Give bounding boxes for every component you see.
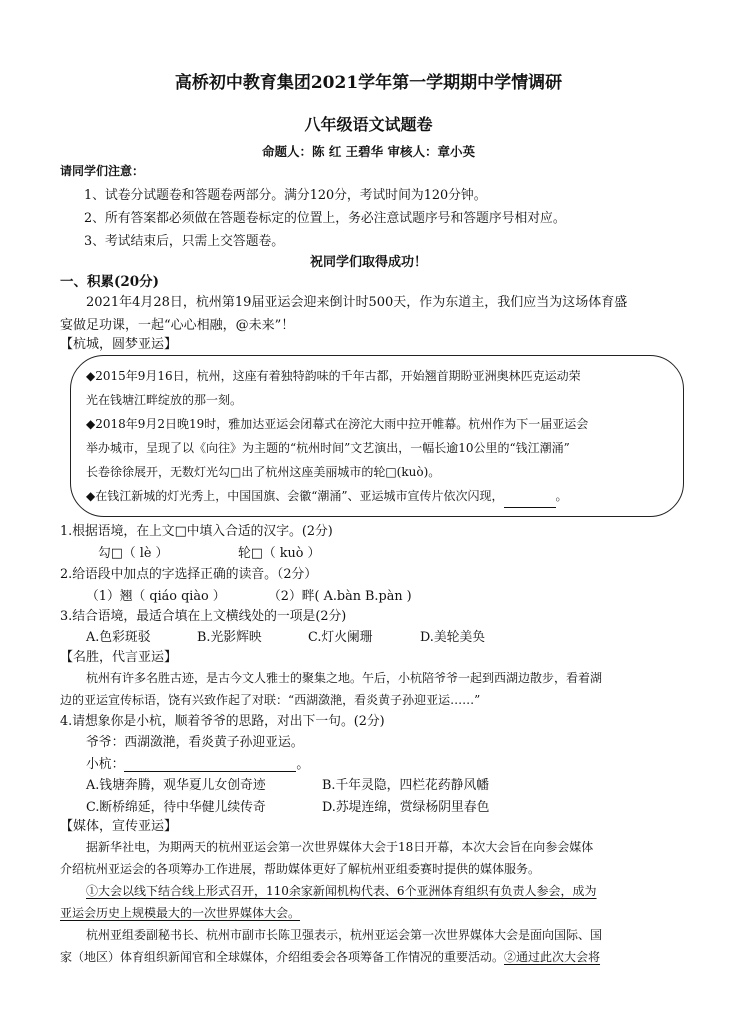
part-title: 【媒体，宣传亚运】 bbox=[60, 819, 178, 834]
part-title: 【杭城，圆梦亚运】 bbox=[60, 337, 178, 352]
part2-line: 边的亚运宣传标语，饶有兴致作起了对联：“西湖潋滟，看炎黄子孙迎亚运……” bbox=[60, 693, 481, 707]
box-line: 长卷徐徐展开，无数灯光勾□出了杭州这座美丽城市的轮□(kuò)。 bbox=[86, 465, 441, 479]
q3-option: B.光影辉映 bbox=[197, 630, 262, 645]
authors-line: 命题人：陈 红 王碧华 审核人：章小英 bbox=[261, 144, 476, 159]
q2-item-a: （1）翘（ qiáo qiào ） bbox=[86, 589, 226, 604]
question-2: 2.给语段中加点的字选择正确的读音。（2分） bbox=[60, 567, 318, 582]
q4-option: B.千年灵隐，四栏花药静风幡 bbox=[322, 778, 490, 793]
part3-underlined-line: 亚运会历史上规模最大的一次世界媒体大会。 bbox=[60, 906, 301, 920]
part3-underlined-fragment: ②通过此次大会将 bbox=[504, 950, 601, 964]
answer-blank bbox=[124, 757, 296, 772]
q3-option: C.灯火阑珊 bbox=[308, 630, 373, 645]
section-heading: 一、积累(20分) bbox=[60, 274, 160, 290]
box-line: 光在钱塘江畔绽放的那一刻。 bbox=[86, 393, 243, 407]
question-3: 3.结合语境，最适合填在上文横线处的一项是(2分) bbox=[60, 609, 347, 624]
q3-option: A.色彩斑驳 bbox=[86, 630, 151, 645]
notice-heading: 请同学们注意： bbox=[60, 164, 145, 178]
notice-item: 2、所有答案都必须做在答题卷标定的位置上，务必注意试题序号和答题序号相对应。 bbox=[84, 211, 566, 226]
box-line: 举办城市，呈现了以《向往》为主题的“杭州时间”文艺演出，一幅长逾10公里的“钱江潮涌” bbox=[86, 441, 570, 455]
question-1: 1.根据语境，在上文□中填入合适的汉字。(2分) bbox=[60, 524, 333, 539]
notice-list bbox=[84, 184, 566, 253]
q4-grandpa: 爷爷：西湖潋滟，看炎黄子孙迎亚运。 bbox=[86, 735, 304, 750]
q1-item-b: 轮□（ kuò ） bbox=[238, 546, 321, 561]
exam-title: 高桥初中教育集团2021学年第一学期期中学情调研 bbox=[174, 73, 563, 93]
part3-line: 据新华社电，为期两天的杭州亚运会第一次世界媒体大会于18日开幕，本次大会旨在向参会媒体 bbox=[86, 840, 594, 854]
part3-line: 杭州亚组委副秘书长、杭州市副市长陈卫强表示，杭州亚运会第一次世界媒体大会是面向国际、国 bbox=[86, 928, 603, 942]
box-line: ◆2015年9月16日，杭州，这座有着独特韵味的千年古都，开始翘首期盼亚洲奥林匹克运动荣 bbox=[86, 369, 581, 383]
wish-line: 祝同学们取得成功！ bbox=[309, 255, 427, 270]
q1-item-a: 勾□（ lè ） bbox=[98, 546, 169, 561]
question-4: 4.请想象你是小杭，顺着爷爷的思路，对出下一句。(2分) bbox=[60, 714, 385, 729]
q4-option: A.钱塘奔腾，观华夏儿女创奇迹 bbox=[86, 778, 266, 793]
part3-line: 介绍杭州亚运会的各项筹办工作进展，帮助媒体更好了解杭州亚组委赛时提供的媒体服务。 bbox=[60, 862, 541, 876]
notice-item: 3、考试结束后，只需上交答题卷。 bbox=[84, 234, 285, 249]
part2-line: 杭州有许多名胜古迹，是古今文人雅士的聚集之地。午后，小杭陪爷爷一起到西湖边散步，看着湖 bbox=[86, 671, 603, 685]
box-line: ◆2018年9月2日晚19时，雅加达亚运会闭幕式在滂沱大雨中拉开帷幕。杭州作为下一届亚运会 bbox=[86, 417, 589, 431]
q4-xiaohang: 小杭： 。 bbox=[86, 757, 310, 772]
answer-blank bbox=[504, 493, 556, 508]
intro-line: 宴做足功课，一起“心心相融，@未来”！ bbox=[60, 318, 295, 333]
part3-underlined-line: ①大会以线下结合线上形式召开，110余家新闻机构代表、6个亚洲体育组织有负责人参会，成为 bbox=[86, 884, 597, 898]
part-title: 【名胜，代言亚运】 bbox=[60, 650, 178, 665]
q4-option: C.断桥绵延，待中华健儿续传奇 bbox=[86, 800, 266, 815]
material-text bbox=[86, 364, 666, 508]
box-line: ◆在钱江新城的灯光秀上，中国国旗、会徽“潮涌”、亚运城市宣传片依次闪现， 。 bbox=[86, 484, 666, 508]
q2-item-b: （2）畔( A.bàn B.pàn ) bbox=[268, 589, 412, 604]
notice-item: 1、试卷分试题卷和答题卷两部分。满分120分，考试时间为120分钟。 bbox=[84, 188, 487, 203]
part3-line: 家（地区）体育组织新闻官和全球媒体，介绍组委会各项筹备工作情况的重要活动。②通过此次大会将 bbox=[60, 950, 601, 964]
intro-line: 2021年4月28日，杭州第19届亚运会迎来倒计时500天，作为东道主，我们应当为这场体育盛 bbox=[86, 295, 628, 310]
q3-option: D.美轮美奂 bbox=[420, 630, 486, 645]
exam-subtitle: 八年级语文试题卷 bbox=[304, 115, 433, 134]
q4-option: D.苏堤连绵，赏绿杨阴里春色 bbox=[322, 800, 490, 815]
